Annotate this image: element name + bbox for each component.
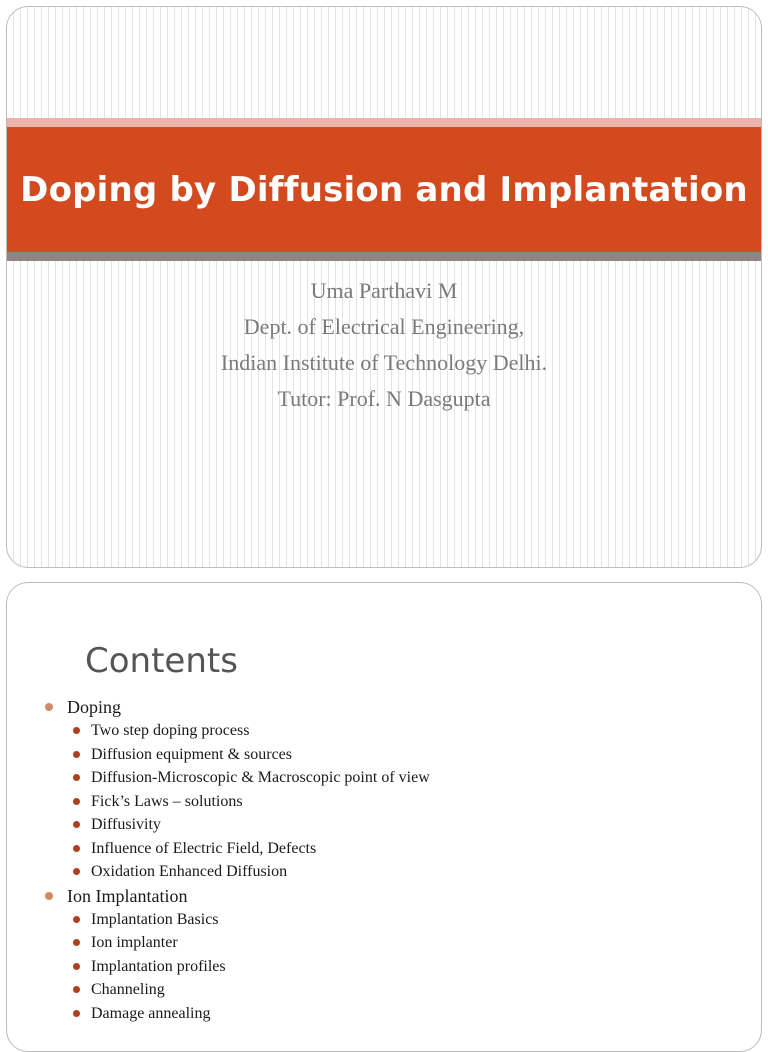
bullet-icon [73, 798, 80, 805]
bullet-icon [45, 703, 53, 711]
list-item [67, 813, 430, 837]
bullet-icon [45, 892, 53, 900]
bullet-icon [73, 963, 80, 970]
list-item-label: Oxidation Enhanced Diffusion [91, 863, 288, 880]
contents-heading: Contents [85, 641, 238, 681]
contents-slide [6, 582, 762, 1052]
outline-item-label: Doping [67, 697, 121, 717]
contents-outline [43, 695, 430, 1025]
implantation-sublist [67, 908, 430, 1026]
outline-item-doping [43, 695, 430, 884]
bullet-icon [73, 986, 80, 993]
list-item-label: Two step doping process [91, 722, 250, 739]
list-item [67, 837, 430, 861]
outline-item-label: Ion Implantation [67, 885, 188, 906]
title-slide [6, 6, 762, 568]
department: Dept. of Electrical Engineering, [243, 314, 525, 339]
title-accent-bottom [7, 252, 761, 261]
bullet-icon [73, 1010, 80, 1017]
bullet-icon [73, 916, 80, 923]
list-item [67, 978, 430, 1002]
author-name: Uma Parthavi M [310, 278, 458, 303]
bullet-icon [73, 868, 80, 875]
list-item-label: Ion implanter [91, 934, 178, 951]
list-item [67, 860, 430, 884]
title-band [7, 127, 761, 252]
list-item [67, 931, 430, 955]
list-item-label: Influence of Electric Field, Defects [91, 839, 317, 857]
bullet-icon [73, 727, 80, 734]
institute: Indian Institute of Technology Delhi. [220, 350, 548, 375]
outline-item-ion-implantation [43, 884, 430, 1026]
list-item-label: Implantation Basics [91, 910, 219, 928]
list-item [67, 1002, 430, 1026]
list-item [67, 790, 430, 814]
bullet-icon [73, 821, 80, 828]
tutor: Tutor: Prof. N Dasgupta [277, 386, 491, 411]
slide-title: Doping by Diffusion and Implantation [20, 169, 748, 210]
list-item-label: Diffusion-Microscopic & Macroscopic point of view [91, 769, 430, 786]
list-item-label: Diffusivity [91, 816, 161, 833]
list-item-label: Implantation profiles [91, 957, 226, 975]
list-item-label: Damage annealing [91, 1004, 211, 1022]
bullet-icon [73, 939, 80, 946]
list-item [67, 743, 430, 767]
bullet-icon [73, 774, 80, 781]
list-item-label: Diffusion equipment & sources [91, 745, 293, 763]
list-item [67, 766, 430, 790]
doping-sublist [67, 719, 430, 884]
slide-subtitle [7, 273, 761, 417]
bullet-icon [73, 751, 80, 758]
list-item [67, 955, 430, 979]
bullet-icon [73, 845, 80, 852]
list-item [67, 719, 430, 743]
list-item-label: Channeling [91, 981, 165, 998]
list-item [67, 908, 430, 932]
title-accent-top [7, 118, 761, 127]
list-item-label: Fick’s Laws – solutions [91, 792, 243, 810]
